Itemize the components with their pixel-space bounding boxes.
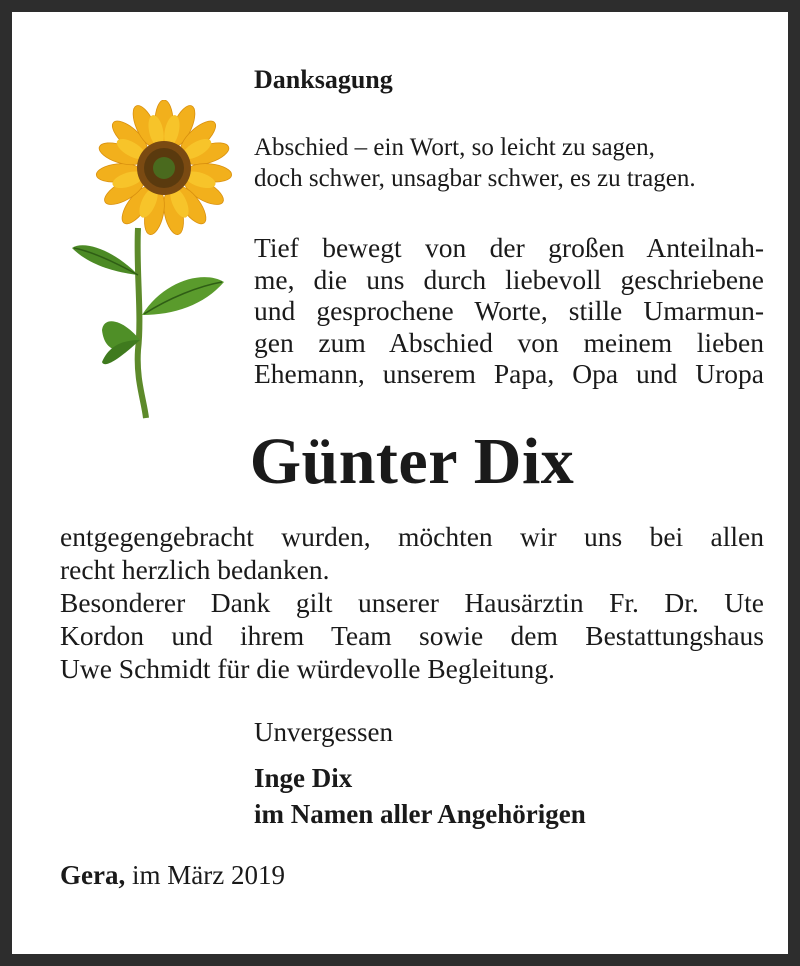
thanks-paragraph [60, 520, 764, 685]
closing-text: Unvergessen [254, 717, 393, 747]
body-line: Kordon und ihrem Team sowie dem Bestattungshaus [60, 620, 764, 651]
intro-line: und gesprochene Worte, stille Umarmun- [254, 295, 764, 326]
verse-line: Abschied – ein Wort, so leicht zu sagen, [254, 134, 655, 161]
sunflower-icon [64, 100, 234, 420]
signer-relation: im Namen aller Angehörigen [254, 799, 586, 829]
body-line: recht herzlich bedanken. [60, 554, 330, 585]
verse-line: doch schwer, unsagbar schwer, es zu tragen. [254, 165, 696, 192]
body-line: Uwe Schmidt für die würdevolle Begleitung. [60, 653, 555, 684]
intro-paragraph [254, 232, 764, 390]
intro-line: Ehemann, unserem Papa, Opa und Uropa [254, 358, 764, 389]
place-date [60, 860, 285, 891]
signature [254, 760, 586, 832]
notice-heading: Danksagung [254, 65, 393, 94]
deceased-name: Günter Dix [249, 425, 575, 498]
intro-line: Tief bewegt von der großen Anteilnah- [254, 232, 764, 263]
intro-line: gen zum Abschied von meinem lieben [254, 326, 764, 358]
body-line: Besonderer Dank gilt unserer Hausärztin Fr. Dr. Ute [60, 587, 764, 618]
body-line: entgegengebracht wurden, möchten wir uns bei allen [60, 521, 764, 552]
verse [254, 132, 696, 194]
intro-line: me, die uns durch liebevoll geschriebene [254, 263, 764, 295]
closing-word [254, 716, 393, 749]
place-city: Gera, [60, 860, 126, 890]
place-date-text: im März 2019 [125, 860, 285, 890]
signer-name: Inge Dix [254, 763, 353, 793]
